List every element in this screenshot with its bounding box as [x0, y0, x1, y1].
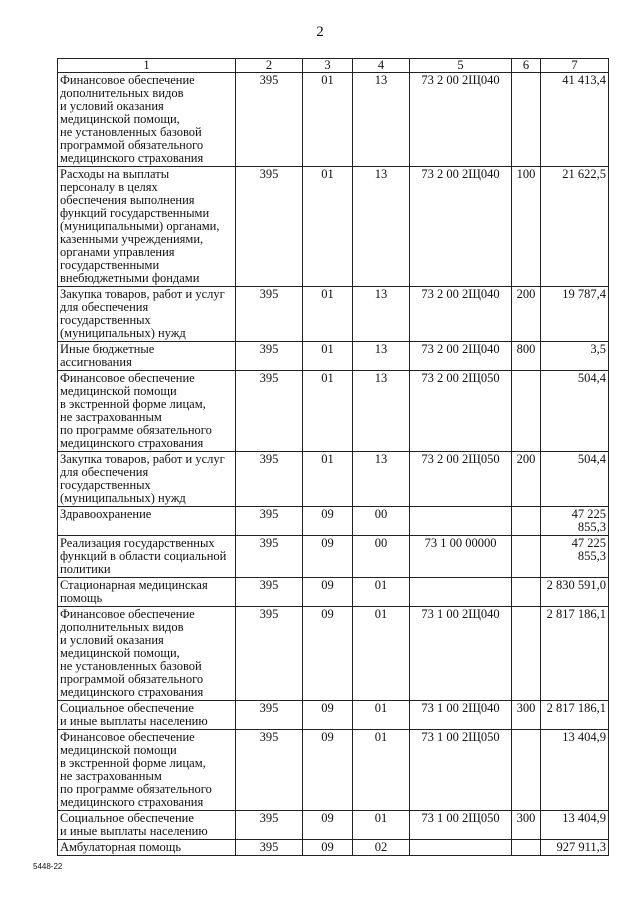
cell-expense-type: 300 [512, 811, 541, 840]
cell-subsection: 13 [353, 287, 410, 342]
cell-subsection: 01 [353, 578, 410, 607]
table-header-row [58, 59, 609, 73]
cell-amount: 504,4 [541, 452, 609, 507]
cell-expense-type [512, 607, 541, 701]
header-col-5: 5 [410, 59, 512, 73]
cell-ministry-code: 395 [236, 342, 303, 371]
cell-target-article: 73 1 00 2Щ050 [410, 730, 512, 811]
cell-subsection: 13 [353, 73, 410, 167]
cell-ministry-code: 395 [236, 507, 303, 536]
cell-subsection: 01 [353, 607, 410, 701]
cell-target-article: 73 2 00 2Щ040 [410, 73, 512, 167]
cell-description: Здравоохранение [58, 507, 236, 536]
cell-section: 09 [303, 507, 353, 536]
header-col-1: 1 [58, 59, 236, 73]
cell-target-article: 73 2 00 2Щ040 [410, 342, 512, 371]
cell-target-article [410, 578, 512, 607]
cell-amount: 41 413,4 [541, 73, 609, 167]
cell-expense-type [512, 73, 541, 167]
table-row [58, 607, 609, 701]
cell-section: 09 [303, 536, 353, 578]
header-col-6: 6 [512, 59, 541, 73]
cell-subsection: 02 [353, 840, 410, 856]
cell-section: 01 [303, 371, 353, 452]
cell-target-article: 73 1 00 00000 [410, 536, 512, 578]
cell-expense-type: 200 [512, 452, 541, 507]
cell-expense-type [512, 371, 541, 452]
cell-description: Иные бюджетные ассигнования [58, 342, 236, 371]
cell-description: Закупка товаров, работ и услуг для обеспечения государственных (муниципальных) нужд [58, 452, 236, 507]
table-row [58, 342, 609, 371]
cell-target-article: 73 2 00 2Щ040 [410, 287, 512, 342]
cell-expense-type [512, 536, 541, 578]
cell-description: Амбулаторная помощь [58, 840, 236, 856]
cell-subsection: 13 [353, 452, 410, 507]
cell-amount: 19 787,4 [541, 287, 609, 342]
cell-section: 09 [303, 730, 353, 811]
table-row [58, 507, 609, 536]
cell-ministry-code: 395 [236, 536, 303, 578]
cell-amount: 21 622,5 [541, 167, 609, 287]
cell-description: Финансовое обеспечение дополнительных видов и условий оказания медицинской помощи, не установленных базовой программой обязательного медицинского страхования [58, 73, 236, 167]
cell-expense-type: 800 [512, 342, 541, 371]
cell-subsection: 01 [353, 811, 410, 840]
cell-description: Социальное обеспечение и иные выплаты населению [58, 701, 236, 730]
cell-expense-type [512, 730, 541, 811]
cell-target-article [410, 507, 512, 536]
cell-description: Стационарная медицинская помощь [58, 578, 236, 607]
table-row [58, 73, 609, 167]
cell-section: 09 [303, 578, 353, 607]
cell-expense-type [512, 578, 541, 607]
cell-amount: 2 817 186,1 [541, 607, 609, 701]
cell-amount: 47 225 855,3 [541, 507, 609, 536]
cell-section: 09 [303, 811, 353, 840]
cell-section: 01 [303, 452, 353, 507]
cell-amount: 504,4 [541, 371, 609, 452]
cell-expense-type [512, 840, 541, 856]
header-col-7: 7 [541, 59, 609, 73]
table-row [58, 287, 609, 342]
cell-section: 09 [303, 840, 353, 856]
cell-subsection: 01 [353, 701, 410, 730]
cell-ministry-code: 395 [236, 811, 303, 840]
cell-ministry-code: 395 [236, 840, 303, 856]
budget-table [57, 58, 609, 856]
cell-section: 01 [303, 73, 353, 167]
cell-description: Финансовое обеспечение медицинской помощи в экстренной форме лицам, не застрахованным по программе обязательного медицинского страхования [58, 371, 236, 452]
table-body [58, 73, 609, 856]
cell-amount: 3,5 [541, 342, 609, 371]
table-row [58, 167, 609, 287]
cell-expense-type: 100 [512, 167, 541, 287]
cell-ministry-code: 395 [236, 730, 303, 811]
page-number: 2 [316, 24, 324, 40]
table-row [58, 701, 609, 730]
cell-ministry-code: 395 [236, 452, 303, 507]
header-col-4: 4 [353, 59, 410, 73]
cell-description: Социальное обеспечение и иные выплаты населению [58, 811, 236, 840]
cell-target-article: 73 2 00 2Щ040 [410, 167, 512, 287]
cell-section: 09 [303, 701, 353, 730]
document-code: 5448-22 [33, 862, 63, 871]
cell-ministry-code: 395 [236, 701, 303, 730]
cell-amount: 13 404,9 [541, 811, 609, 840]
cell-subsection: 13 [353, 342, 410, 371]
cell-ministry-code: 395 [236, 607, 303, 701]
table-row [58, 730, 609, 811]
cell-target-article: 73 1 00 2Щ040 [410, 701, 512, 730]
cell-description: Финансовое обеспечение дополнительных видов и условий оказания медицинской помощи, не установленных базовой программой обязательного медицинского страхования [58, 607, 236, 701]
cell-target-article [410, 840, 512, 856]
table-row [58, 452, 609, 507]
table-row [58, 578, 609, 607]
cell-section: 01 [303, 167, 353, 287]
cell-description: Расходы на выплаты персоналу в целях обеспечения выполнения функций государственными (муниципальными) органами, казенными учреждениями, органами управления государственными внебюджетными фондами [58, 167, 236, 287]
cell-ministry-code: 395 [236, 287, 303, 342]
cell-amount: 47 225 855,3 [541, 536, 609, 578]
cell-subsection: 13 [353, 371, 410, 452]
cell-subsection: 13 [353, 167, 410, 287]
cell-target-article: 73 1 00 2Щ040 [410, 607, 512, 701]
cell-ministry-code: 395 [236, 371, 303, 452]
cell-target-article: 73 2 00 2Щ050 [410, 371, 512, 452]
cell-ministry-code: 395 [236, 73, 303, 167]
table-row [58, 811, 609, 840]
cell-expense-type: 300 [512, 701, 541, 730]
cell-section: 01 [303, 342, 353, 371]
header-col-3: 3 [303, 59, 353, 73]
cell-subsection: 01 [353, 730, 410, 811]
cell-amount: 2 830 591,0 [541, 578, 609, 607]
cell-target-article: 73 2 00 2Щ050 [410, 452, 512, 507]
cell-amount: 927 911,3 [541, 840, 609, 856]
cell-section: 01 [303, 287, 353, 342]
cell-amount: 13 404,9 [541, 730, 609, 811]
table-row [58, 840, 609, 856]
cell-expense-type: 200 [512, 287, 541, 342]
cell-description: Закупка товаров, работ и услуг для обеспечения государственных (муниципальных) нужд [58, 287, 236, 342]
cell-target-article: 73 1 00 2Щ050 [410, 811, 512, 840]
header-col-2: 2 [236, 59, 303, 73]
cell-amount: 2 817 186,1 [541, 701, 609, 730]
cell-section: 09 [303, 607, 353, 701]
cell-subsection: 00 [353, 507, 410, 536]
table-row [58, 371, 609, 452]
cell-description: Финансовое обеспечение медицинской помощи в экстренной форме лицам, не застрахованным по программе обязательного медицинского страхования [58, 730, 236, 811]
cell-ministry-code: 395 [236, 167, 303, 287]
cell-subsection: 00 [353, 536, 410, 578]
cell-ministry-code: 395 [236, 578, 303, 607]
cell-description: Реализация государственных функций в области социальной политики [58, 536, 236, 578]
cell-expense-type [512, 507, 541, 536]
table-row [58, 536, 609, 578]
